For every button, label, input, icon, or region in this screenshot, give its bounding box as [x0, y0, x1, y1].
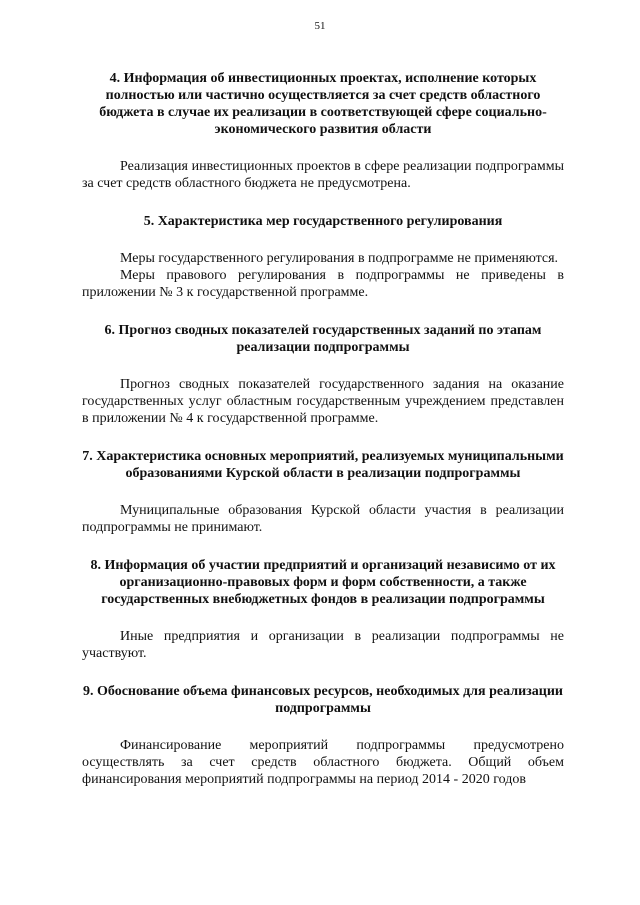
section-6-paragraph-1: Прогноз сводных показателей государственного задания на оказание государственных услуг областным государственным учреждением представлен в приложении № 4 к государственной программе. [82, 377, 564, 426]
section-8 [82, 557, 564, 662]
section-5-paragraph-1: Меры государственного регулирования в подпрограмме не применяются. [120, 251, 559, 266]
section-7 [82, 448, 564, 536]
section-8-heading: 8. Информация об участии предприятий и организаций независимо от их организационно-правовых форм и форм собственности, а также государственных внебюджетных фондов в реализации подпрограммы [90, 558, 556, 607]
page-number: 51 [314, 20, 326, 32]
section-4 [82, 70, 564, 192]
section-9 [82, 683, 564, 788]
section-5-paragraph-2: Меры правового регулирования в подпрограммы не приведены в приложении № 3 к государственной программе. [82, 268, 564, 300]
section-6 [82, 322, 564, 427]
section-7-heading: 7. Характеристика основных мероприятий, реализуемых муниципальными образованиями Курской области в реализации подпрограммы [82, 449, 564, 481]
document-body [82, 70, 564, 788]
section-8-paragraph-1: Иные предприятия и организации в реализации подпрограммы не участвуют. [82, 629, 564, 661]
section-9-heading: 9. Обоснование объема финансовых ресурсов, необходимых для реализации подпрограммы [83, 684, 563, 716]
section-6-heading: 6. Прогноз сводных показателей государственных заданий по этапам реализации подпрограммы [104, 323, 542, 355]
section-4-paragraph-1: Реализация инвестиционных проектов в сфере реализации подпрограммы за счет средств областного бюджета не предусмотрена. [82, 159, 564, 191]
section-4-heading: 4. Информация об инвестиционных проектах, исполнение которых полностью или частично осуществляется за счет средств областного бюджета в случае их реализации в соответствующей сфере социально-экономического развития области [99, 71, 547, 137]
section-5-heading: 5. Характеристика мер государственного регулирования [143, 214, 503, 229]
section-9-paragraph-1: Финансирование мероприятий подпрограммы предусмотрено осуществлять за счет средств областного бюджета. Общий объем финансирования мероприятий подпрограммы на период 2014 - 2020 годов [82, 738, 564, 787]
section-5 [82, 213, 564, 301]
section-7-paragraph-1: Муниципальные образования Курской области участия в реализации подпрограммы не принимают. [82, 503, 564, 535]
